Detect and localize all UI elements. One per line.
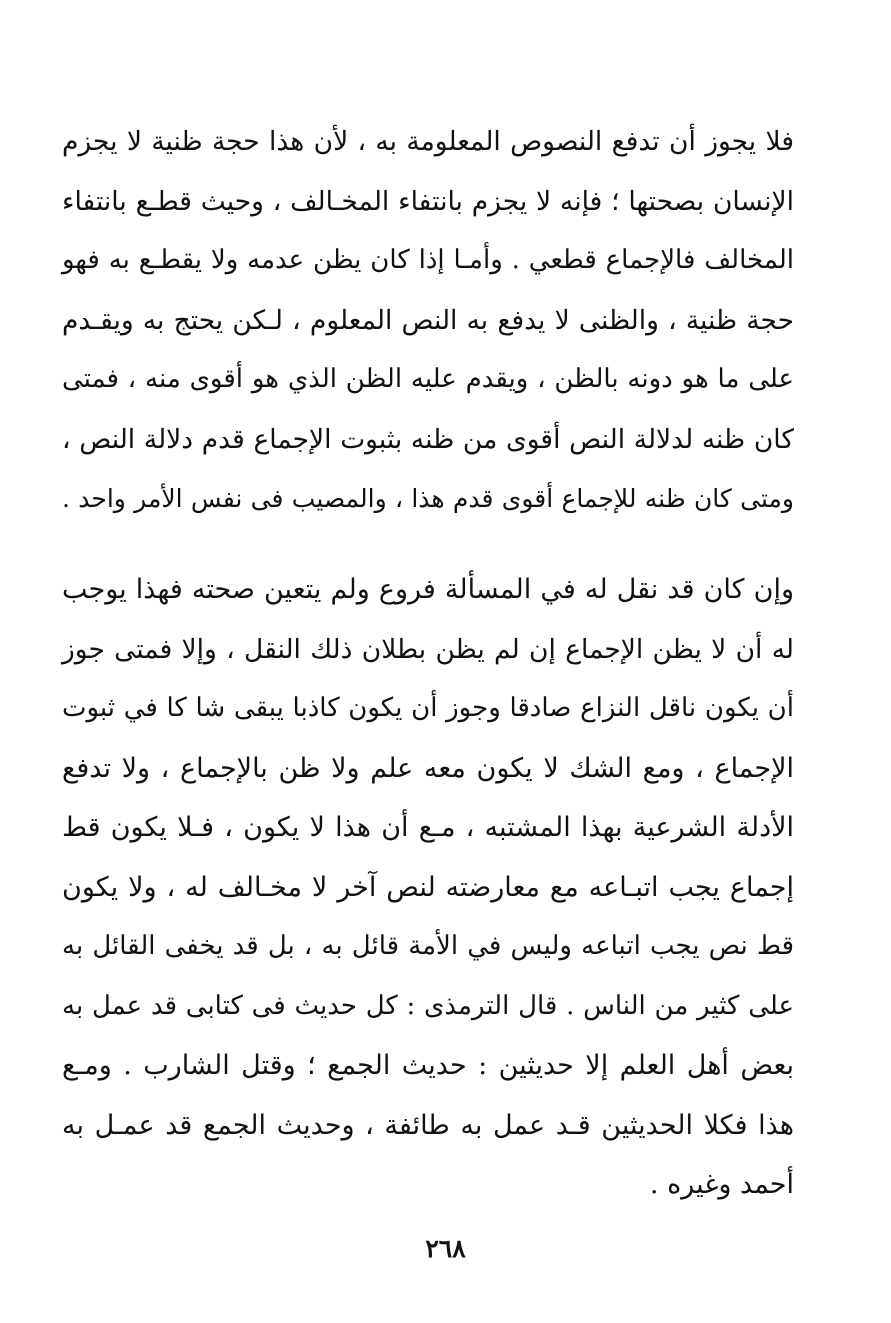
paragraph-1: [62, 112, 794, 529]
text-line: قط نص يجب اتباعه وليس في الأمة قائل به ، بل قد يخفى القائل به: [62, 931, 794, 961]
text-line: حجة ظنية ، والظنى لا يدفع به النص المعلوم ، لـكن يحتج به ويقـدم: [62, 304, 794, 336]
paragraph-2: [62, 560, 794, 1215]
text-line: الإجماع ، ومع الشك لا يكون معه علم ولا ظن بالإجماع ، ولا تدفع: [62, 752, 794, 784]
text-line: المخالف فالإجماع قطعي . وأمـا إذا كان يظن عدمه ولا يقطـع به فهو: [62, 245, 794, 275]
text-line: وإن كان قد نقل له في المسألة فروع ولم يتعين صحته فهذا يوجب: [62, 574, 794, 605]
text-line: الإنسان بصحتها ؛ فإنه لا يجزم بانتفاء المخـالف ، وحيث قطـع بانتفاء: [62, 185, 794, 217]
text-line: على ما هو دونه بالظن ، ويقدم عليه الظن الذي هو أقوى منه ، فمتى: [62, 364, 794, 394]
text-line: فلا يجوز أن تدفع النصوص المعلومة به ، لأن هذا حجة ظنية لا يجزم: [62, 126, 794, 157]
page-number: ٢٦٨: [425, 1234, 466, 1263]
text-line: أحمد وغيره .: [649, 1169, 794, 1200]
text-line: الأدلة الشرعية بهذا المشتبه ، مـع أن هذا لا يكون ، فـلا يكون قط: [62, 812, 794, 843]
text-line: كان ظنه لدلالة النص أقوى من ظنه بثبوت الإجماع قدم دلالة النص ،: [62, 423, 794, 455]
text-line: هذا فكلا الحديثين قـد عمل به طائفة ، وحديث الجمع قد عمـل به: [62, 1109, 794, 1141]
text-line: إجماع يجب اتبـاعه مع معارضته لنص آخر لا مخـالف له ، ولا يكون: [62, 871, 794, 903]
text-line: له أن لا يظن الإجماع إن لم يظن بطلان ذلك النقل ، وإلا فمتى جوز: [62, 633, 794, 665]
text-line: بعض أهل العلم إلا حديثين : حديث الجمع ؛ وقتل الشارب . ومـع: [62, 1050, 794, 1081]
text-line: ومتى كان ظنه للإجماع أقوى قدم هذا ، والمصيب فى نفس الأمر واحد .: [62, 484, 794, 513]
text-line: أن يكون ناقل النزاع صادقا وجوز أن يكون كاذبا يبقى شا كا في ثبوت: [62, 693, 794, 723]
text-line: على كثير من الناس . قال الترمذى : كل حديث فى كتابى قد عمل به: [62, 990, 794, 1021]
